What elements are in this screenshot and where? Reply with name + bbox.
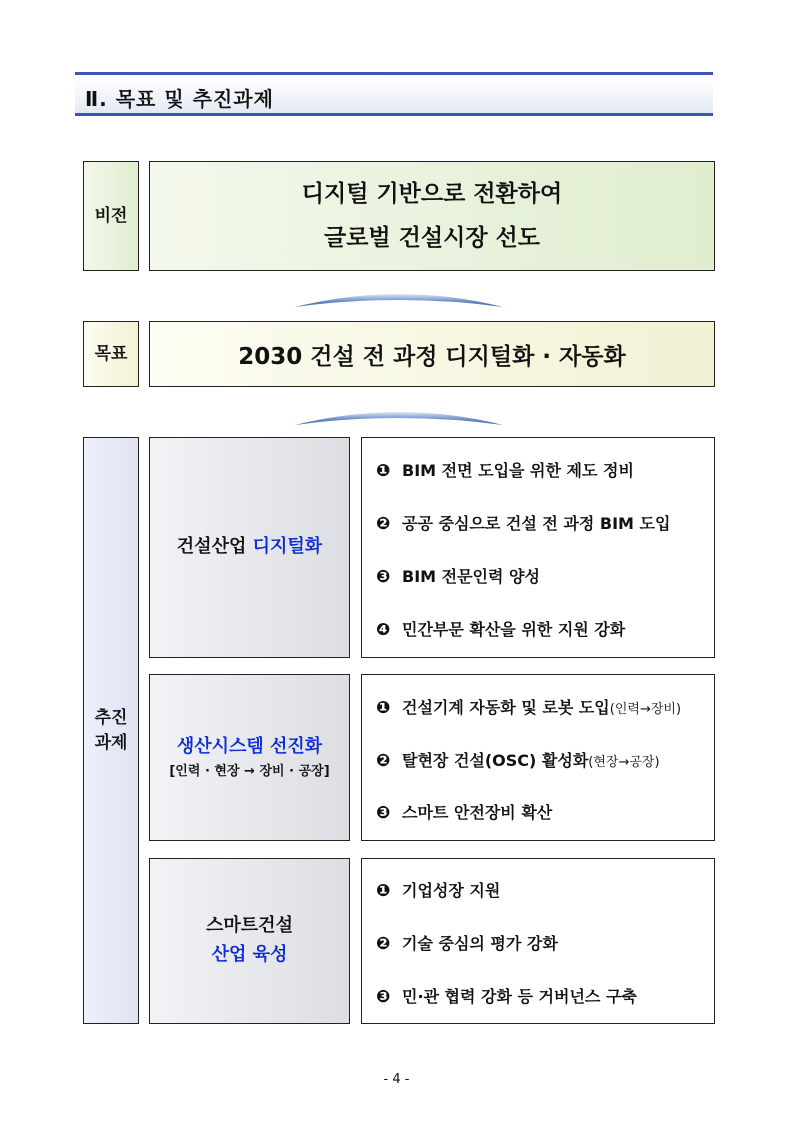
area-3-title-line-1: 스마트건설 [206,915,293,937]
area-box-digitalization [149,437,350,658]
task-item: ❶ 기업성장 지원 [376,881,501,901]
area-box-production-system [149,674,350,841]
tasks-label [83,437,139,1024]
task-item: ❸ 스마트 안전장비 확산 [376,803,553,823]
area-1-title: 건설산업 디지털화 [176,536,323,558]
tasks-label-line-2: 과제 [94,732,128,753]
section-title: Ⅱ. 목표 및 추진과제 [85,87,274,111]
area-2-title: 생산시스템 선진화 [176,735,323,757]
vision-label: 비전 [83,161,139,271]
vision-line-1: 디지털 기반으로 전환하여 [301,181,563,207]
area-2-subtitle: [인력 · 현장 → 장비 · 공장] [169,763,330,779]
area-3-title-line-2: 산업 육성 [211,944,288,965]
vision-line-2: 글로벌 건설시장 선도 [324,225,540,251]
goal-box [149,321,715,387]
goal-text: 2030 건설 전 과정 디지털화 · 자동화 [238,343,626,370]
area-box-industry-growth [149,858,350,1024]
tasks-label-line-1: 추진 [94,707,128,728]
task-item: ❷ 탈현장 건설(OSC) 활성화(현장→공장) [376,751,660,771]
up-arrow-icon [295,281,503,307]
task-box-production-system [361,674,715,841]
up-arrow-icon [295,399,503,425]
task-item: ❶ 건설기계 자동화 및 로봇 도입(인력→장비) [376,698,682,718]
goal-label: 목표 [83,321,139,387]
task-box-industry-growth [361,858,715,1024]
task-item: ❹ 민간부문 확산을 위한 지원 강화 [376,620,626,640]
section-header [75,72,713,116]
task-item: ❷ 공공 중심으로 건설 전 과정 BIM 도입 [376,514,671,534]
page-number: - 4 - [383,1072,410,1087]
task-item: ❶ BIM 전면 도입을 위한 제도 정비 [376,461,634,481]
task-item: ❸ BIM 전문인력 양성 [376,567,540,587]
task-item: ❷ 기술 중심의 평가 강화 [376,934,558,954]
task-item: ❸ 민·관 협력 강화 등 거버넌스 구축 [376,987,637,1007]
task-box-digitalization [361,437,715,658]
vision-box [149,161,715,271]
